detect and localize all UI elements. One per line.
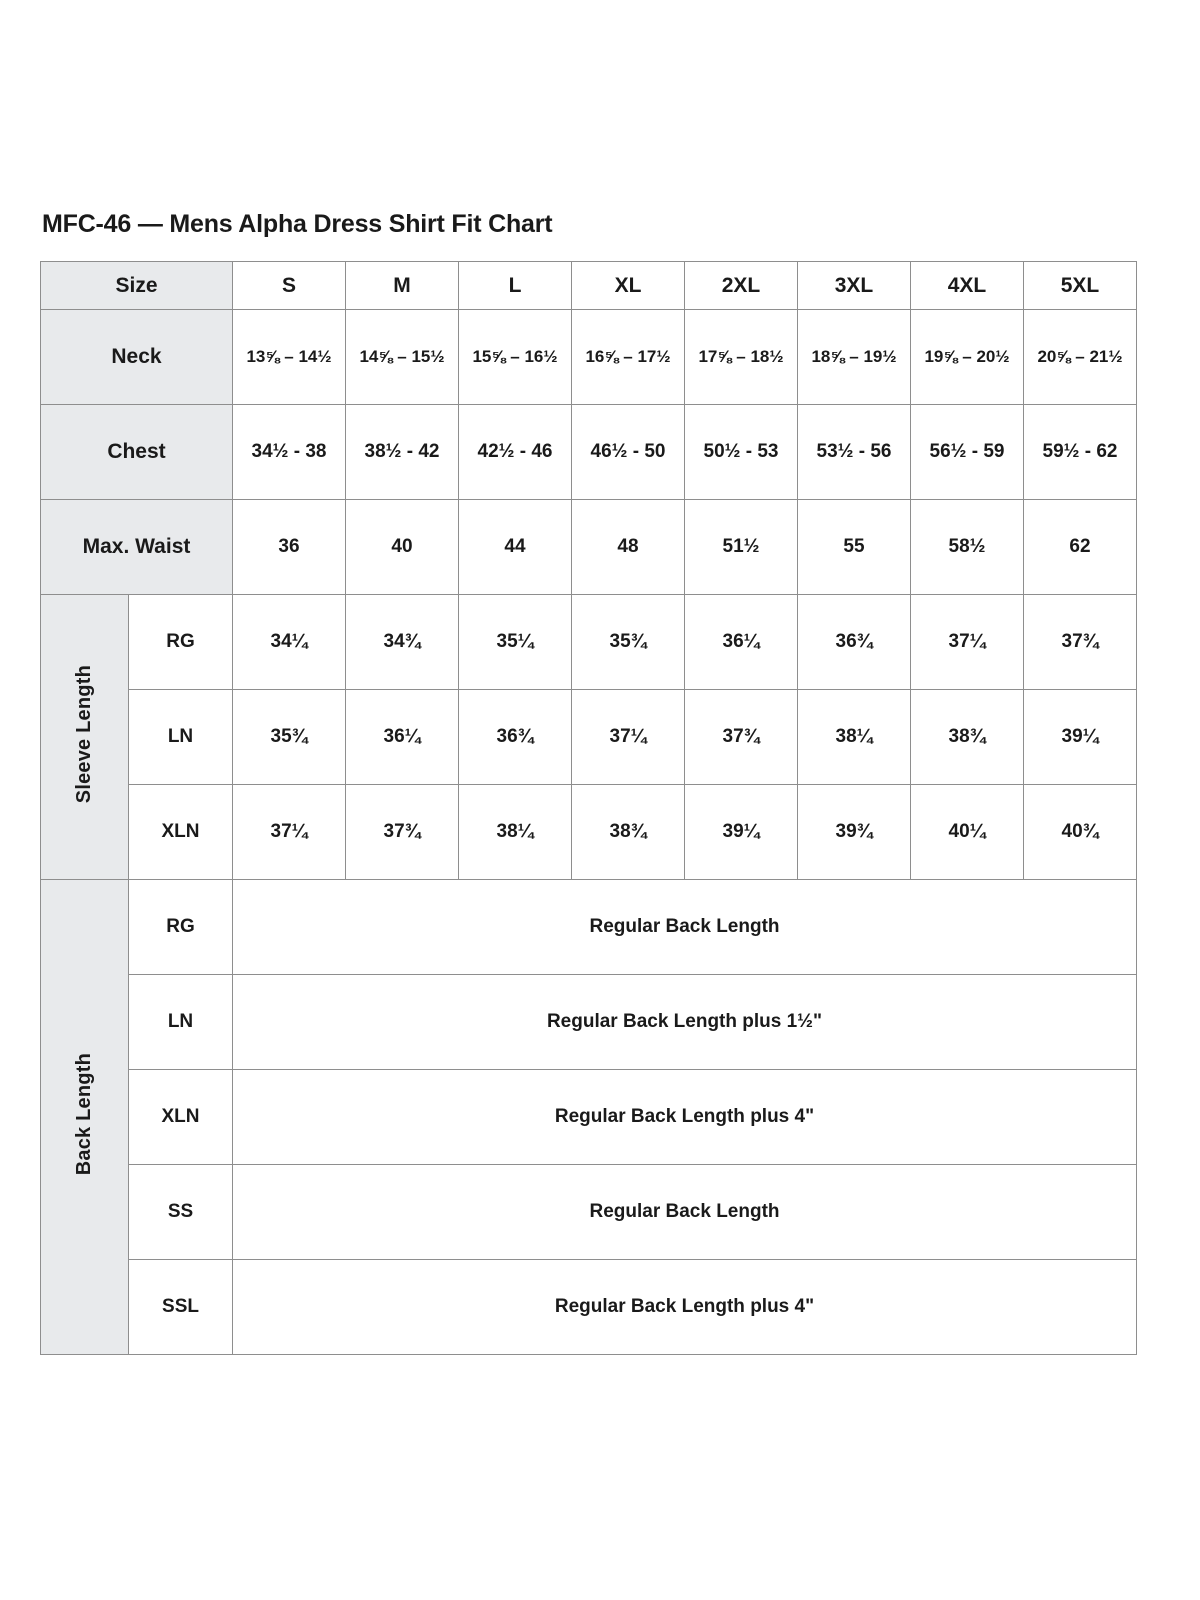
sleeve-xln-3xl: 39¾: [798, 785, 911, 880]
max-waist-4xl: 58½: [911, 500, 1024, 595]
table-row-sleeve-rg: [41, 595, 1137, 690]
sleeve-rg-l: 35¼: [459, 595, 572, 690]
sub-label-sleeve-ln: LN: [129, 690, 233, 785]
sleeve-xln-4xl: 40¼: [911, 785, 1024, 880]
sleeve-ln-3xl: 38¼: [798, 690, 911, 785]
table-row-sleeve-xln: [41, 785, 1137, 880]
header-size-3xl: 3XL: [798, 262, 911, 310]
max-waist-m: 40: [346, 500, 459, 595]
group-label-sleeve-length: [41, 595, 129, 880]
group-label-back-length-text: Back Length: [73, 1052, 95, 1176]
page-title: MFC-46 — Mens Alpha Dress Shirt Fit Chart: [42, 210, 553, 238]
table-row-neck: [41, 310, 1137, 405]
chest-l: 42½ - 46: [459, 405, 572, 500]
group-label-sleeve-length-text: Sleeve Length: [73, 664, 95, 804]
row-label-max-waist: Max. Waist: [41, 500, 233, 595]
max-waist-xl: 48: [572, 500, 685, 595]
row-label-chest: Chest: [41, 405, 233, 500]
chest-2xl: 50½ - 53: [685, 405, 798, 500]
chest-4xl: 56½ - 59: [911, 405, 1024, 500]
size-fit-chart-table: [40, 261, 1137, 1355]
max-waist-s: 36: [233, 500, 346, 595]
sleeve-ln-2xl: 37¾: [685, 690, 798, 785]
table-row-back-ln: [41, 975, 1137, 1070]
sleeve-rg-3xl: 36¾: [798, 595, 911, 690]
neck-2xl: 17⅝ – 18½: [685, 310, 798, 405]
sleeve-rg-m: 34¾: [346, 595, 459, 690]
chest-m: 38½ - 42: [346, 405, 459, 500]
sleeve-xln-m: 37¾: [346, 785, 459, 880]
chest-xl: 46½ - 50: [572, 405, 685, 500]
chest-3xl: 53½ - 56: [798, 405, 911, 500]
sleeve-rg-2xl: 36¼: [685, 595, 798, 690]
max-waist-3xl: 55: [798, 500, 911, 595]
table-row-back-xln: [41, 1070, 1137, 1165]
sleeve-ln-4xl: 38¾: [911, 690, 1024, 785]
neck-l: 15⅝ – 16½: [459, 310, 572, 405]
sleeve-xln-l: 38¼: [459, 785, 572, 880]
sub-label-back-ssl: SSL: [129, 1260, 233, 1355]
neck-5xl: 20⅝ – 21½: [1024, 310, 1137, 405]
table-row-chest: [41, 405, 1137, 500]
table-row-sleeve-ln: [41, 690, 1137, 785]
back-ln-value: Regular Back Length plus 1½": [233, 975, 1137, 1070]
header-size-5xl: 5XL: [1024, 262, 1137, 310]
sub-label-back-ln: LN: [129, 975, 233, 1070]
table-header-row: [41, 262, 1137, 310]
header-size-m: M: [346, 262, 459, 310]
back-rg-value: Regular Back Length: [233, 880, 1137, 975]
neck-s: 13⅝ – 14½: [233, 310, 346, 405]
sleeve-xln-2xl: 39¼: [685, 785, 798, 880]
sleeve-xln-xl: 38¾: [572, 785, 685, 880]
header-size-xl: XL: [572, 262, 685, 310]
back-ssl-value: Regular Back Length plus 4": [233, 1260, 1137, 1355]
neck-m: 14⅝ – 15½: [346, 310, 459, 405]
neck-xl: 16⅝ – 17½: [572, 310, 685, 405]
sub-label-back-xln: XLN: [129, 1070, 233, 1165]
max-waist-l: 44: [459, 500, 572, 595]
sleeve-ln-s: 35¾: [233, 690, 346, 785]
sleeve-ln-m: 36¼: [346, 690, 459, 785]
neck-4xl: 19⅝ – 20½: [911, 310, 1024, 405]
header-size-2xl: 2XL: [685, 262, 798, 310]
table-row-back-ssl: [41, 1260, 1137, 1355]
sleeve-ln-5xl: 39¼: [1024, 690, 1137, 785]
header-size-4xl: 4XL: [911, 262, 1024, 310]
max-waist-5xl: 62: [1024, 500, 1137, 595]
sleeve-xln-5xl: 40¾: [1024, 785, 1137, 880]
sleeve-xln-s: 37¼: [233, 785, 346, 880]
table-row-back-rg: [41, 880, 1137, 975]
sleeve-rg-s: 34¼: [233, 595, 346, 690]
back-ss-value: Regular Back Length: [233, 1165, 1137, 1260]
row-label-neck: Neck: [41, 310, 233, 405]
chest-5xl: 59½ - 62: [1024, 405, 1137, 500]
chest-s: 34½ - 38: [233, 405, 346, 500]
max-waist-2xl: 51½: [685, 500, 798, 595]
sub-label-back-ss: SS: [129, 1165, 233, 1260]
sleeve-rg-xl: 35¾: [572, 595, 685, 690]
sleeve-ln-l: 36¾: [459, 690, 572, 785]
sub-label-sleeve-xln: XLN: [129, 785, 233, 880]
neck-3xl: 18⅝ – 19½: [798, 310, 911, 405]
back-xln-value: Regular Back Length plus 4": [233, 1070, 1137, 1165]
header-size-l: L: [459, 262, 572, 310]
table-row-max-waist: [41, 500, 1137, 595]
header-size-s: S: [233, 262, 346, 310]
sub-label-sleeve-rg: RG: [129, 595, 233, 690]
sub-label-back-rg: RG: [129, 880, 233, 975]
header-size-label: Size: [41, 262, 233, 310]
group-label-back-length: [41, 880, 129, 1355]
sleeve-ln-xl: 37¼: [572, 690, 685, 785]
sleeve-rg-5xl: 37¾: [1024, 595, 1137, 690]
table-row-back-ss: [41, 1165, 1137, 1260]
sleeve-rg-4xl: 37¼: [911, 595, 1024, 690]
